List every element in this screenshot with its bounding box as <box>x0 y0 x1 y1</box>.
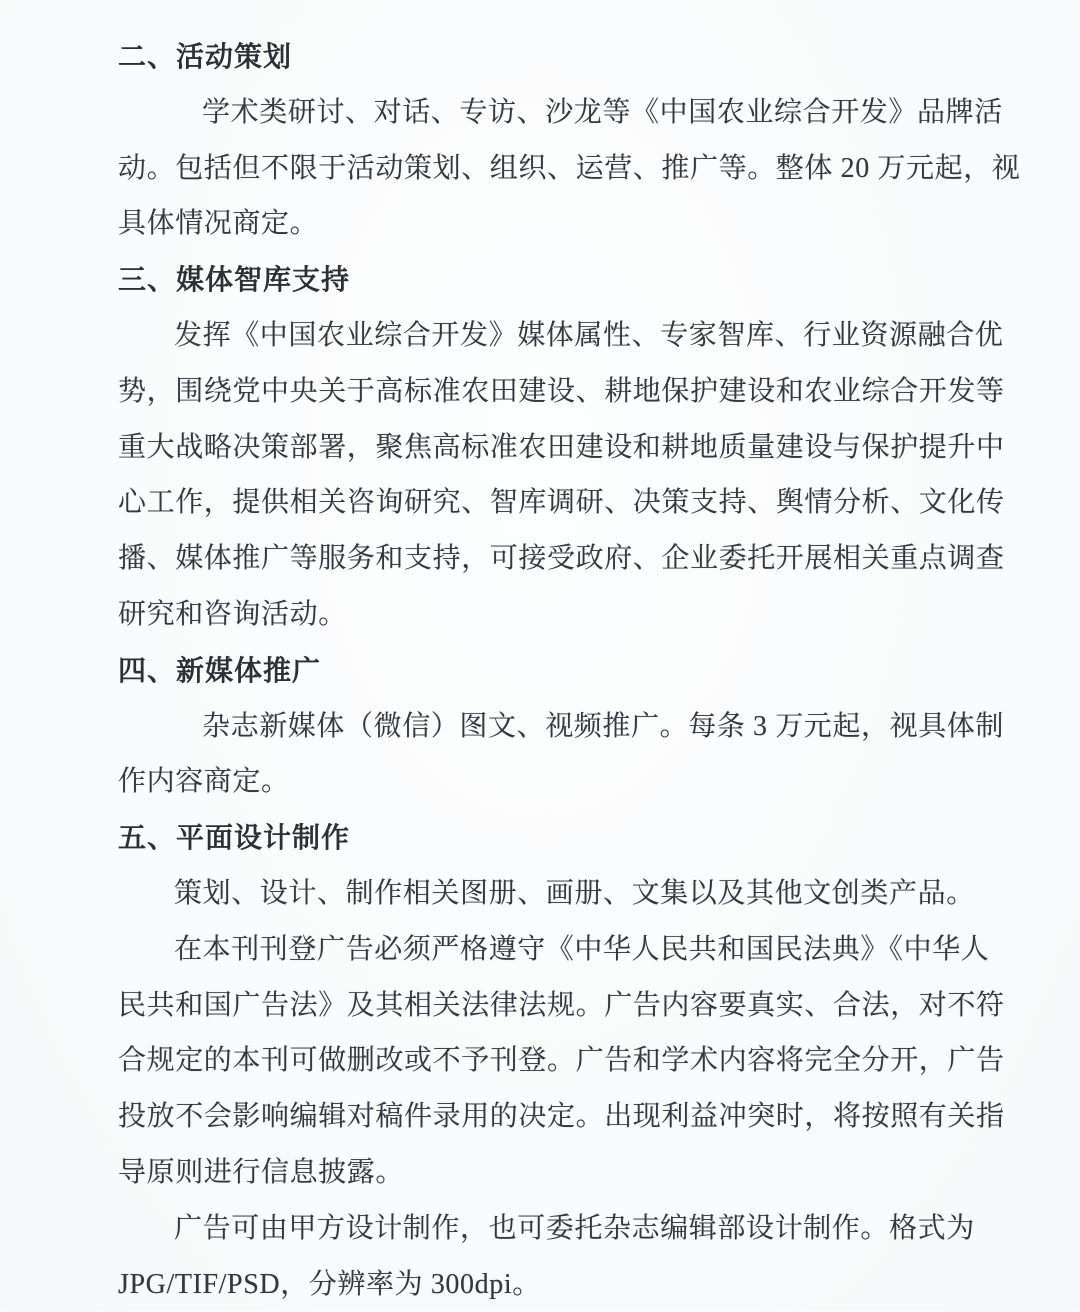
text-line: 发挥《中国农业综合开发》媒体属性、专家智库、行业资源融合优 <box>174 319 1004 351</box>
section-heading-media-thinktank-support: 三、媒体智库支持 <box>118 264 351 296</box>
text-line: 民共和国广告法》及其相关法律法规。广告内容要真实、合法，对不符 <box>118 989 1005 1021</box>
text-line: 导原则进行信息披露。 <box>118 1156 405 1188</box>
text-line: 策划、设计、制作相关图册、画册、文集以及其他文创类产品。 <box>174 877 975 909</box>
text-line: 动。包括但不限于活动策划、组织、运营、推广等。整体 20 万元起，视 <box>118 152 1021 184</box>
text-line: 势，围绕党中央关于高标准农田建设、耕地保护建设和农业综合开发等 <box>118 375 1005 407</box>
text-line: 作内容商定。 <box>118 766 290 798</box>
text-line: 在本刊刊登广告必须严格遵守《中华人民共和国民法典》《中华人 <box>174 933 990 965</box>
section-heading-new-media-promotion: 四、新媒体推广 <box>118 654 322 686</box>
text-line: 合规定的本刊可做删改或不予刊登。广告和学术内容将完全分开，广告 <box>118 1045 1005 1077</box>
text-line: JPG/TIF/PSD，分辨率为 300dpi。 <box>118 1268 541 1300</box>
text-line: 具体情况商定。 <box>118 208 319 240</box>
text-line: 杂志新媒体（微信）图文、视频推广。每条 3 万元起，视具体制 <box>202 710 1005 742</box>
text-line: 播、媒体推广等服务和支持，可接受政府、企业委托开展相关重点调查 <box>118 543 1005 575</box>
text-line: 研究和咨询活动。 <box>118 598 347 630</box>
text-line: 广告可由甲方设计制作，也可委托杂志编辑部设计制作。格式为 <box>174 1212 975 1244</box>
text-line: 学术类研讨、对话、专访、沙龙等《中国农业综合开发》品牌活 <box>202 96 1003 128</box>
section-heading-graphic-design: 五、平面设计制作 <box>118 822 351 854</box>
text-line: 投放不会影响编辑对稿件录用的决定。出现利益冲突时，将按照有关指 <box>118 1101 1005 1133</box>
text-line: 心工作，提供相关咨询研究、智库调研、决策支持、舆情分析、文化传 <box>118 487 1005 519</box>
text-line: 重大战略决策部署，聚焦高标准农田建设和耕地质量建设与保护提升中 <box>118 431 1005 463</box>
section-heading-activity-planning: 二、活动策划 <box>118 41 293 72</box>
